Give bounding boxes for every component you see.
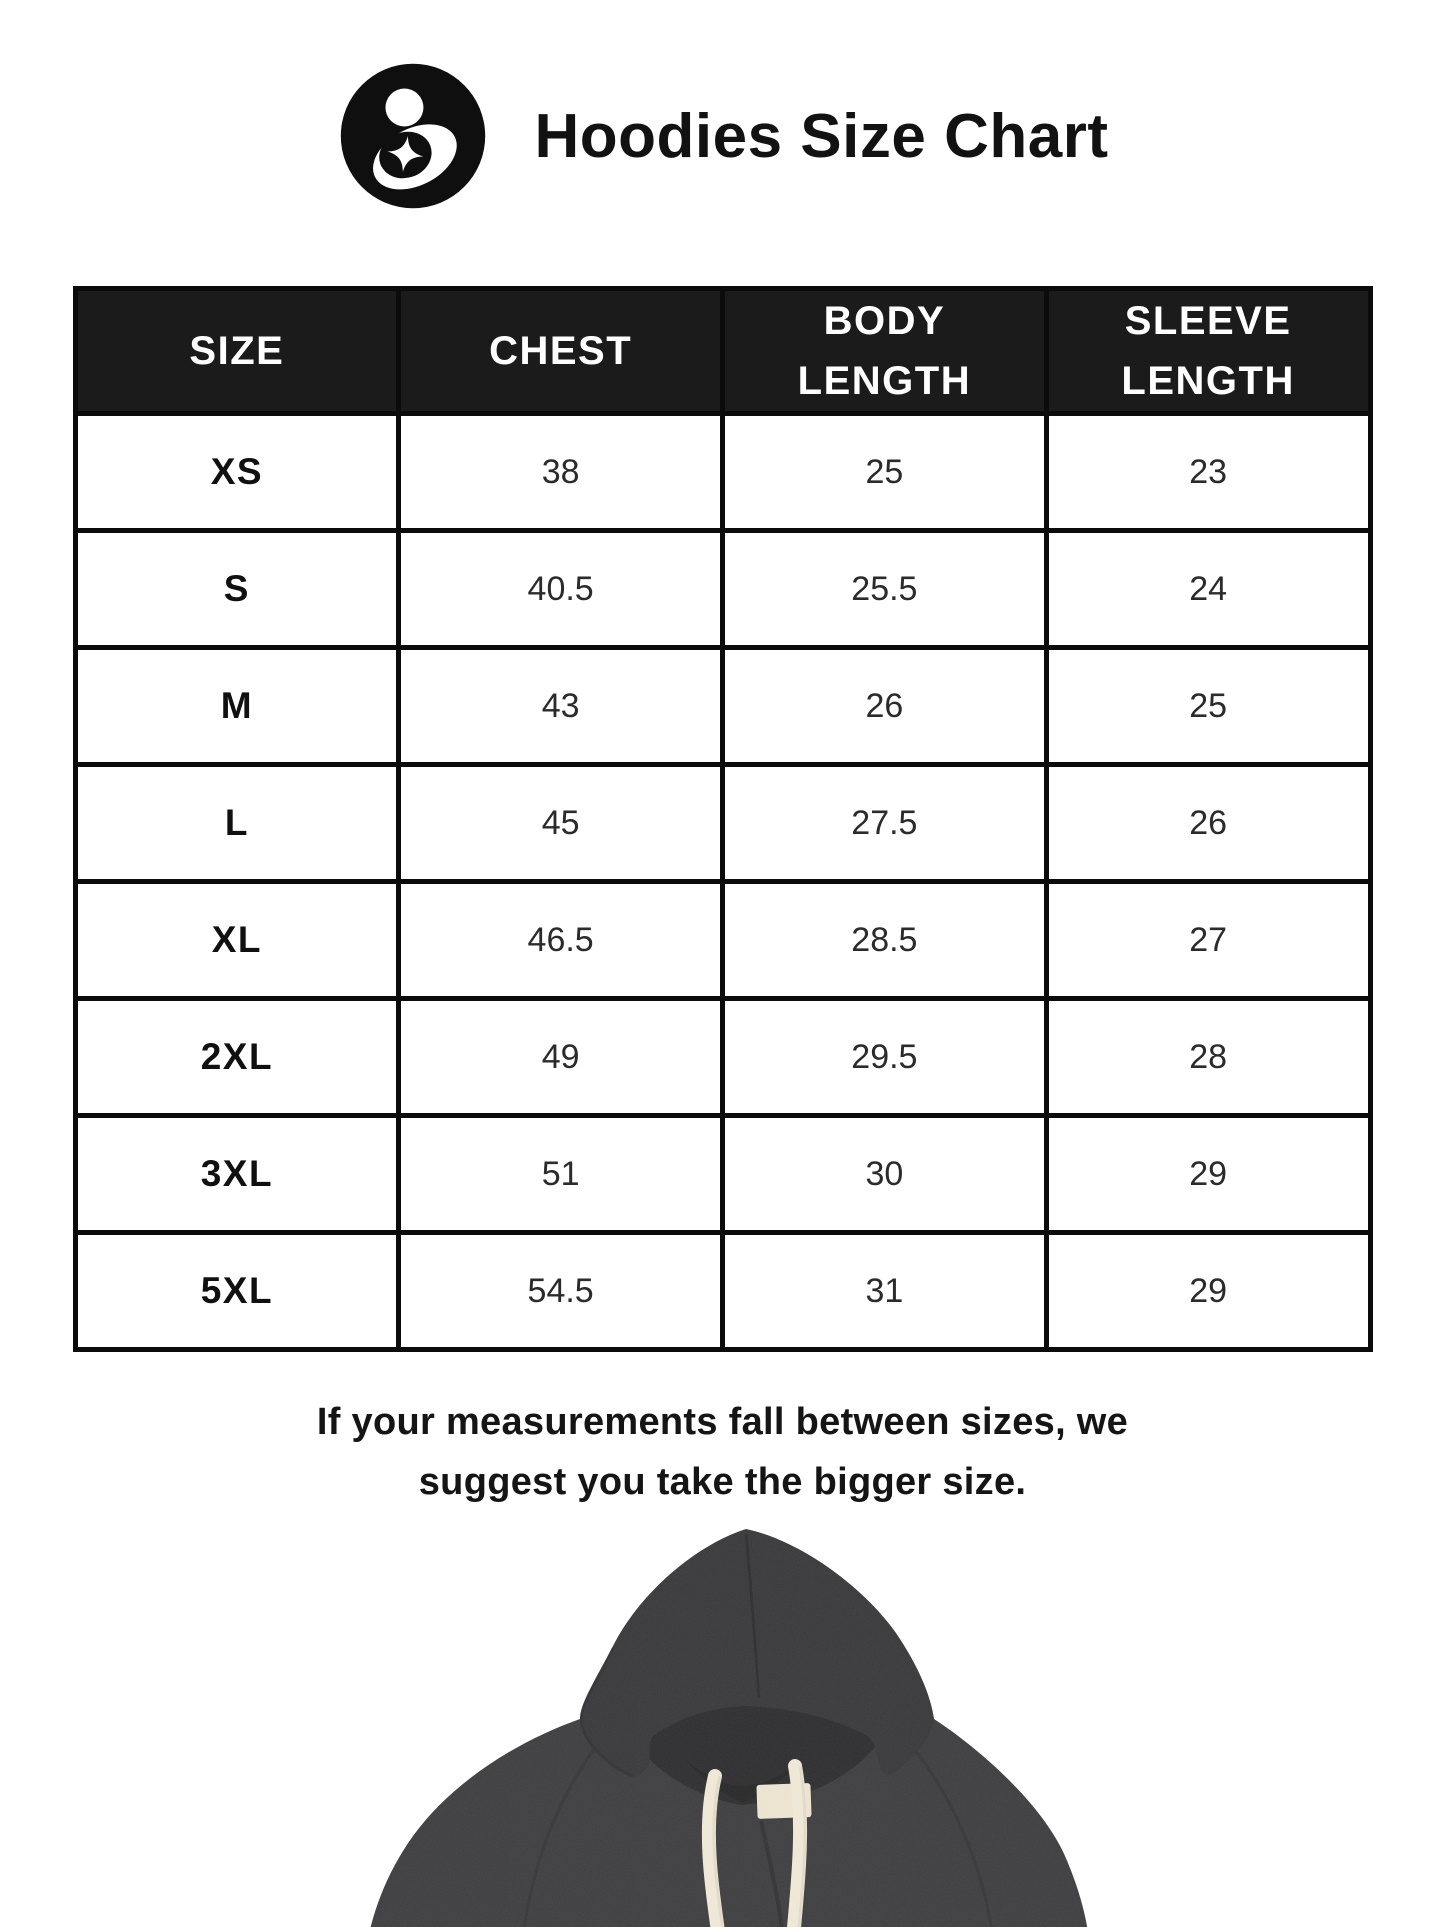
- column-header-size: SIZE: [75, 289, 399, 414]
- sleeve-length-value-cell: 24: [1046, 531, 1370, 648]
- body-length-value-cell: 25.5: [723, 531, 1047, 648]
- brand-header: [0, 60, 1445, 212]
- sleeve-length-value-cell: 28: [1046, 999, 1370, 1116]
- table-row-xs: [75, 414, 1370, 531]
- chest-value-cell: 45: [399, 765, 723, 882]
- chest-value-cell: 38: [399, 414, 723, 531]
- table-row-2xl: [75, 999, 1370, 1116]
- sleeve-length-value-cell: 29: [1046, 1233, 1370, 1350]
- sizing-note-line-2: suggest you take the bigger size.: [418, 1461, 1027, 1504]
- body-length-value-cell: 28.5: [723, 882, 1047, 999]
- sleeve-length-value-cell: 29: [1046, 1116, 1370, 1233]
- column-header-chest: CHEST: [399, 289, 723, 414]
- sizing-note-line-1: If your measurements fall between sizes, we: [316, 1401, 1129, 1443]
- size-label-cell: 5XL: [75, 1233, 399, 1350]
- size-label-cell: XS: [75, 414, 399, 531]
- hoodie-illustration: [343, 1526, 1103, 1927]
- table-row-xl: [75, 882, 1370, 999]
- chest-value-cell: 54.5: [399, 1233, 723, 1350]
- size-label-cell: XL: [75, 882, 399, 999]
- sleeve-length-value-cell: 26: [1046, 765, 1370, 882]
- sleeve-length-value-cell: 23: [1046, 414, 1370, 531]
- body-length-value-cell: 25: [723, 414, 1047, 531]
- sleeve-length-value-cell: 25: [1046, 648, 1370, 765]
- table-row-s: [75, 531, 1370, 648]
- body-length-value-cell: 26: [723, 648, 1047, 765]
- body-length-value-cell: 30: [723, 1116, 1047, 1233]
- column-header-body-length: BODY LENGTH: [723, 289, 1047, 414]
- mother-and-baby-logo-icon: [337, 60, 489, 212]
- size-label-cell: 2XL: [75, 999, 399, 1116]
- chest-value-cell: 46.5: [399, 882, 723, 999]
- chest-value-cell: 43: [399, 648, 723, 765]
- table-row-m: [75, 648, 1370, 765]
- page-title: Hoodies Size Chart: [534, 101, 1109, 171]
- hoodie-product-image: [0, 1526, 1445, 1927]
- chest-value-cell: 40.5: [399, 531, 723, 648]
- body-length-value-cell: 29.5: [723, 999, 1047, 1116]
- table-row-l: [75, 765, 1370, 882]
- column-header-sleeve-length: SLEEVE LENGTH: [1046, 289, 1370, 414]
- size-label-cell: 3XL: [75, 1116, 399, 1233]
- sizing-note: [0, 1392, 1445, 1512]
- chest-value-cell: 49: [399, 999, 723, 1116]
- body-length-value-cell: 27.5: [723, 765, 1047, 882]
- size-label-cell: M: [75, 648, 399, 765]
- table-header-row: [75, 289, 1370, 414]
- size-label-cell: L: [75, 765, 399, 882]
- body-length-value-cell: 31: [723, 1233, 1047, 1350]
- size-label-cell: S: [75, 531, 399, 648]
- sleeve-length-value-cell: 27: [1046, 882, 1370, 999]
- size-chart-table: [73, 286, 1373, 1352]
- chest-value-cell: 51: [399, 1116, 723, 1233]
- table-row-3xl: [75, 1116, 1370, 1233]
- table-row-5xl: [75, 1233, 1370, 1350]
